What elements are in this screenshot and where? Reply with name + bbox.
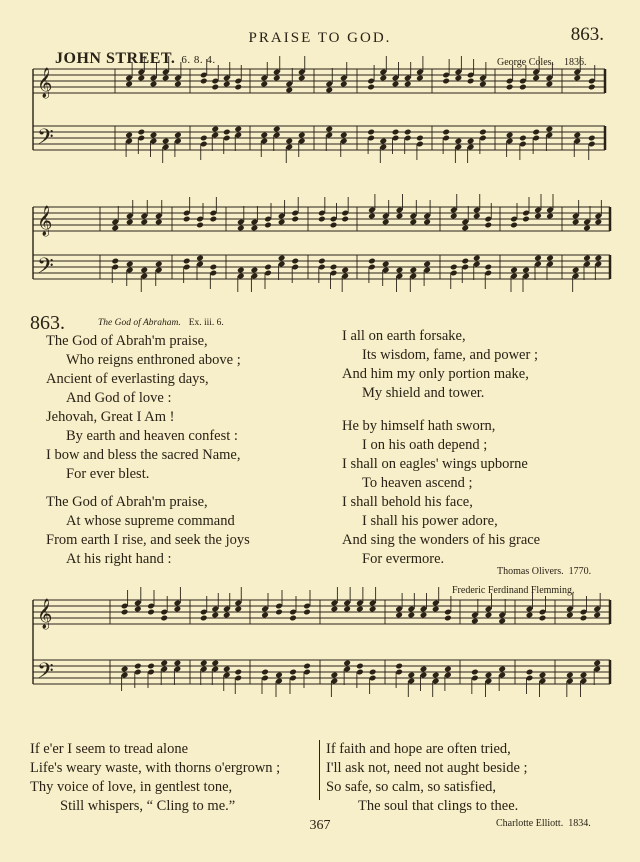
- note-head: [264, 222, 272, 229]
- verse-line: I all on earth forsake,: [342, 328, 466, 344]
- note-head: [369, 669, 377, 676]
- note-head: [546, 81, 554, 88]
- note-head: [210, 216, 218, 223]
- note-head: [200, 615, 208, 622]
- note-head: [595, 255, 603, 262]
- note-head: [593, 660, 601, 667]
- bass-clef-icon: 𝄢: [37, 125, 54, 155]
- verse-line: Its wisdom, fame, and power ;: [362, 347, 538, 363]
- note-head: [174, 81, 182, 88]
- note-head: [416, 135, 424, 142]
- note-head: [526, 669, 534, 676]
- note-head: [134, 606, 142, 613]
- note-head: [264, 264, 272, 271]
- left-stanza-1: [46, 332, 241, 484]
- note-head: [298, 132, 306, 139]
- note-head: [183, 216, 191, 223]
- note-head: [392, 81, 400, 88]
- note-head: [125, 81, 133, 88]
- note-head: [210, 264, 218, 271]
- note-head: [325, 87, 333, 94]
- note-head: [519, 135, 527, 142]
- verse-line: Who reigns enthroned above ;: [66, 352, 241, 368]
- note-head: [416, 75, 424, 82]
- note-head: [261, 612, 269, 619]
- note-head: [223, 81, 231, 88]
- note-head: [546, 126, 554, 133]
- note-head: [275, 609, 283, 616]
- note-head: [382, 261, 390, 268]
- note-head: [479, 81, 487, 88]
- note-head: [532, 75, 540, 82]
- note-head: [566, 612, 574, 619]
- note-head: [340, 132, 348, 139]
- verse-line: I shall his power adore,: [362, 513, 498, 529]
- note-head: [331, 606, 339, 613]
- note-head: [485, 672, 493, 679]
- verse-line: By earth and heaven confest :: [66, 428, 238, 444]
- note-head: [498, 618, 506, 625]
- note-head: [532, 129, 540, 136]
- note-head: [126, 261, 134, 268]
- note-head: [379, 75, 387, 82]
- note-head: [260, 81, 268, 88]
- note-head: [583, 225, 591, 232]
- note-head: [343, 660, 351, 667]
- note-head: [473, 213, 481, 220]
- note-head: [183, 258, 191, 265]
- note-head: [140, 267, 148, 274]
- hymn-title-text: The God of Abraham.: [98, 318, 181, 328]
- note-head: [485, 612, 493, 619]
- note-head: [573, 75, 581, 82]
- note-head: [593, 612, 601, 619]
- note-head: [539, 672, 547, 679]
- note-head: [583, 255, 591, 262]
- note-head: [318, 216, 326, 223]
- right-stanza-1: [342, 327, 538, 403]
- note-head: [522, 216, 530, 223]
- note-head: [423, 261, 431, 268]
- note-head: [211, 126, 219, 133]
- left-stanza-2: [46, 493, 250, 569]
- note-head: [223, 612, 231, 619]
- note-head: [580, 615, 588, 622]
- verse-line: And God of love :: [66, 390, 172, 406]
- note-head: [572, 219, 580, 226]
- tune2-composer: Frederic Ferdinand Flemming.: [452, 585, 575, 596]
- verse-line: At his right hand :: [66, 551, 172, 567]
- note-head: [318, 258, 326, 265]
- bass-clef-icon: 𝄢: [37, 254, 54, 284]
- note-head: [126, 219, 134, 226]
- note-head: [395, 612, 403, 619]
- note-head: [369, 606, 377, 613]
- note-head: [174, 660, 182, 667]
- note-head: [473, 255, 481, 262]
- note-head: [237, 267, 245, 274]
- note-head: [121, 609, 129, 616]
- note-head: [407, 612, 415, 619]
- note-head: [160, 615, 168, 622]
- note-head: [467, 78, 475, 85]
- note-head: [278, 255, 286, 262]
- note-head: [595, 219, 603, 226]
- note-head: [526, 612, 534, 619]
- note-head: [234, 669, 242, 676]
- verse-line: For evermore.: [362, 551, 445, 567]
- note-head: [162, 75, 170, 82]
- verse-line: He by himself hath sworn,: [342, 418, 496, 434]
- note-head: [407, 672, 415, 679]
- note-head: [510, 222, 518, 229]
- note-head: [534, 213, 542, 220]
- note-head: [275, 672, 283, 679]
- composer-name: George Coles.: [497, 57, 555, 68]
- note-head: [506, 132, 514, 139]
- note-head: [211, 660, 219, 667]
- note-head: [137, 129, 145, 136]
- right-stanza-2: [342, 417, 540, 569]
- note-head: [510, 267, 518, 274]
- note-head: [150, 81, 158, 88]
- note-head: [343, 606, 351, 613]
- note-head: [534, 255, 542, 262]
- verse-line: Life's weary waste, with thorns o'ergrown ;: [30, 760, 281, 776]
- note-head: [289, 669, 297, 676]
- note-head: [395, 663, 403, 670]
- verse-line: Thy voice of love, in gentlest tone,: [30, 779, 233, 795]
- note-head: [140, 219, 148, 226]
- note-head: [519, 84, 527, 91]
- note-head: [506, 84, 514, 91]
- note-head: [303, 609, 311, 616]
- note-head: [580, 672, 588, 679]
- note-head: [260, 132, 268, 139]
- note-head: [404, 129, 412, 136]
- tune-title: JOHN STREET.: [55, 50, 176, 67]
- note-head: [572, 267, 580, 274]
- author-name: Thomas Olivers.: [497, 566, 564, 577]
- note-head: [200, 660, 208, 667]
- hymn-author: [497, 566, 591, 577]
- note-head: [111, 225, 119, 232]
- note-head: [196, 255, 204, 262]
- note-head: [150, 132, 158, 139]
- treble-clef-icon: 𝄞: [37, 599, 53, 629]
- note-head: [461, 225, 469, 232]
- note-head: [223, 129, 231, 136]
- note-head: [404, 81, 412, 88]
- treble-clef-icon: 𝄞: [37, 206, 53, 236]
- note-head: [196, 222, 204, 229]
- note-head: [442, 78, 450, 85]
- hymn-number-header: 863.: [570, 24, 604, 45]
- note-head: [234, 126, 242, 133]
- hymn-number: 863.: [30, 312, 65, 334]
- note-head: [278, 219, 286, 226]
- note-head: [174, 606, 182, 613]
- note-head: [223, 666, 231, 673]
- note-head: [479, 129, 487, 136]
- note-head: [588, 84, 596, 91]
- note-head: [134, 663, 142, 670]
- note-head: [303, 663, 311, 670]
- note-head: [137, 75, 145, 82]
- note-head: [498, 666, 506, 673]
- verse-line: For ever blest.: [66, 466, 150, 482]
- note-head: [289, 615, 297, 622]
- note-head: [566, 672, 574, 679]
- note-head: [409, 219, 417, 226]
- note-head: [444, 666, 452, 673]
- note-head: [211, 612, 219, 619]
- note-head: [331, 672, 339, 679]
- note-head: [420, 666, 428, 673]
- author-year: 1834.: [568, 818, 591, 829]
- note-head: [368, 213, 376, 220]
- note-head: [273, 126, 281, 133]
- hymn2-left-stanza: [30, 740, 280, 816]
- note-head: [368, 258, 376, 265]
- note-head: [147, 609, 155, 616]
- note-head: [291, 216, 299, 223]
- note-head: [588, 135, 596, 142]
- note-head: [455, 138, 463, 145]
- scripture-reference: Ex. iii. 6.: [188, 318, 224, 328]
- note-head: [341, 216, 349, 223]
- note-head: [367, 84, 375, 91]
- note-head: [155, 219, 163, 226]
- verse-line: If e'er I seem to tread alone: [30, 741, 188, 757]
- verse-line: Ancient of everlasting days,: [46, 371, 209, 387]
- verse-line: My shield and tower.: [362, 385, 485, 401]
- note-head: [340, 81, 348, 88]
- note-head: [455, 75, 463, 82]
- note-head: [234, 84, 242, 91]
- note-head: [450, 213, 458, 220]
- note-head: [379, 138, 387, 145]
- note-head: [200, 78, 208, 85]
- note-head: [546, 255, 554, 262]
- note-head: [261, 669, 269, 676]
- note-head: [367, 129, 375, 136]
- note-head: [396, 267, 404, 274]
- note-head: [125, 132, 133, 139]
- author-name: Charlotte Elliott.: [496, 818, 564, 829]
- note-head: [200, 135, 208, 142]
- note-head: [471, 669, 479, 676]
- note-head: [573, 132, 581, 139]
- verse-line: I bow and bless the sacred Name,: [46, 447, 241, 463]
- note-head: [356, 606, 364, 613]
- composer-year: 1836.: [564, 57, 587, 68]
- note-head: [546, 213, 554, 220]
- note-head: [522, 267, 530, 274]
- note-head: [432, 606, 440, 613]
- note-head: [471, 618, 479, 625]
- note-head: [442, 129, 450, 136]
- note-head: [356, 663, 364, 670]
- note-head: [162, 138, 170, 145]
- note-head: [174, 132, 182, 139]
- verse-line: From earth I rise, and seek the joys: [46, 532, 250, 548]
- note-head: [291, 258, 299, 265]
- note-head: [211, 84, 219, 91]
- note-head: [484, 264, 492, 271]
- verse-line: The God of Abrah'm praise,: [46, 333, 208, 349]
- treble-clef-icon: 𝄞: [37, 68, 53, 98]
- column-divider: [319, 740, 320, 800]
- note-head: [423, 219, 431, 226]
- note-head: [237, 225, 245, 232]
- note-head: [325, 126, 333, 133]
- note-head: [155, 261, 163, 268]
- verse-line: The God of Abrah'm praise,: [46, 494, 208, 510]
- verse-line: So safe, so calm, so satisfied,: [326, 779, 496, 795]
- note-head: [330, 264, 338, 271]
- hymn2-right-stanza: [326, 740, 528, 816]
- note-head: [251, 267, 259, 274]
- note-head: [273, 75, 281, 82]
- note-head: [420, 612, 428, 619]
- note-head: [341, 267, 349, 274]
- bass-clef-icon: 𝄢: [37, 659, 54, 689]
- note-head: [409, 267, 417, 274]
- verse-line: I shall behold his face,: [342, 494, 473, 510]
- verse-line: I'll ask not, need not aught beside ;: [326, 760, 528, 776]
- hymn-title: [98, 318, 224, 328]
- note-head: [392, 129, 400, 136]
- verse-line: To heaven ascend ;: [362, 475, 473, 491]
- verse-line: Jehovah, Great I Am !: [46, 409, 175, 425]
- note-head: [285, 138, 293, 145]
- note-head: [251, 225, 259, 232]
- note-head: [285, 87, 293, 94]
- note-head: [160, 660, 168, 667]
- note-head: [330, 222, 338, 229]
- verse-line: And sing the wonders of his grace: [342, 532, 541, 548]
- note-head: [539, 615, 547, 622]
- note-head: [396, 213, 404, 220]
- note-head: [111, 258, 119, 265]
- page-number: 367: [309, 818, 331, 833]
- note-head: [450, 264, 458, 271]
- verse-line: Still whispers, “ Cling to me.”: [60, 798, 236, 814]
- note-head: [484, 222, 492, 229]
- note-head: [461, 258, 469, 265]
- note-head: [147, 663, 155, 670]
- note-head: [382, 219, 390, 226]
- note-head: [234, 606, 242, 613]
- note-head: [121, 666, 129, 673]
- note-head: [298, 75, 306, 82]
- tune-meter: 6. 8. 4.: [181, 54, 216, 66]
- verse-line: And him my only portion make,: [342, 366, 529, 382]
- note-head: [467, 138, 475, 145]
- author-year: 1770.: [568, 566, 592, 577]
- verse-line: At whose supreme command: [66, 513, 235, 529]
- verse-line: If faith and hope are often tried,: [326, 741, 511, 757]
- verse-line: The soul that clings to thee.: [358, 798, 519, 814]
- verse-line: I shall on eagles' wings upborne: [342, 456, 528, 472]
- note-head: [444, 615, 452, 622]
- note-head: [432, 672, 440, 679]
- hymn2-author: [496, 818, 591, 829]
- page-header: PRAISE TO GOD.: [248, 30, 392, 46]
- verse-line: I on his oath depend ;: [362, 437, 488, 453]
